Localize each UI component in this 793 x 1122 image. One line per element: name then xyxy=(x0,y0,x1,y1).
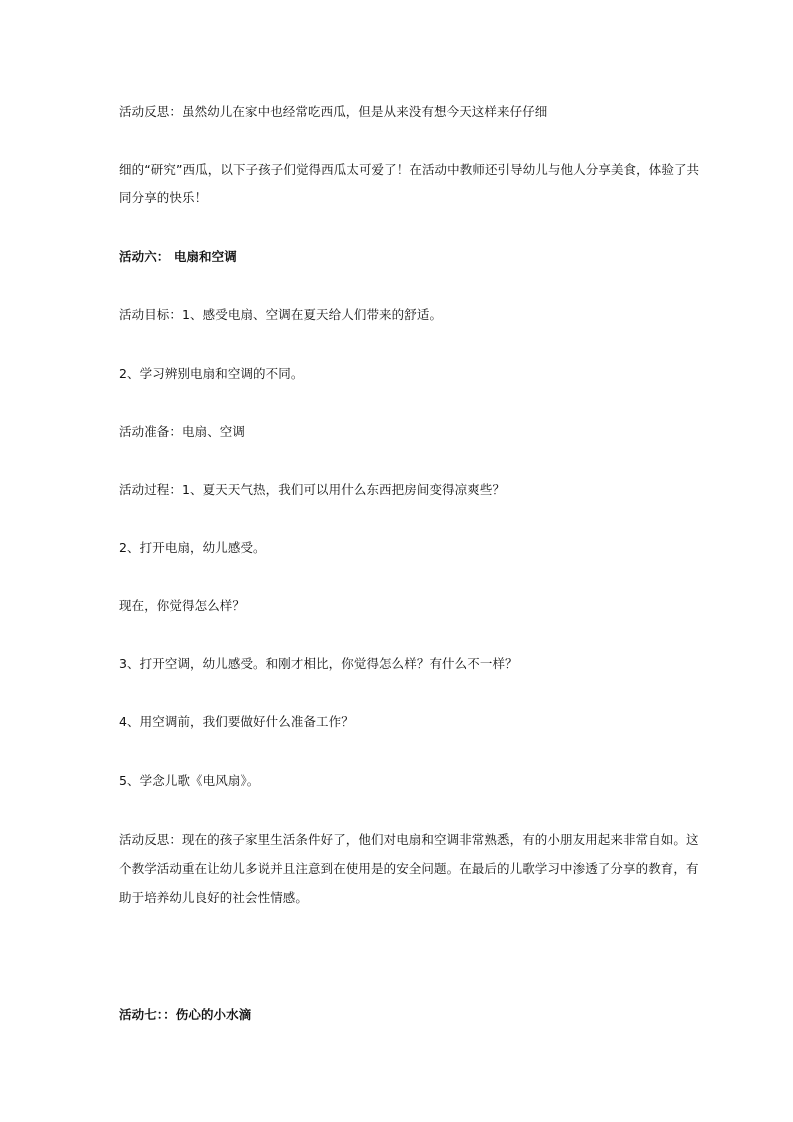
reflection-watermelon-line-2: 细的“研究”西瓜，以下子孩子们觉得西瓜太可爱了！在活动中教师还引导幼儿与他人分享美食，体验了共 xyxy=(119,162,700,177)
reflection-watermelon-line-3: 同分享的快乐！ xyxy=(119,190,208,205)
activity-process-step-1: 活动过程：1、夏天天气热，我们可以用什么东西把房间变得凉爽些？ xyxy=(119,482,506,497)
activity-goal-line-1: 活动目标：1、感受电扇、空调在夏天给人们带来的舒适。 xyxy=(119,307,443,322)
activity-process-step-4: 4、用空调前，我们要做好什么准备工作？ xyxy=(119,714,354,729)
reflection-fan-line-3: 助于培养幼儿良好的社会性情感。 xyxy=(119,890,309,905)
activity-six-heading: 活动六： 电扇和空调 xyxy=(119,249,237,264)
activity-goal-line-2: 2、学习辨别电扇和空调的不同。 xyxy=(119,366,304,381)
reflection-fan-line-1: 活动反思：现在的孩子家里生活条件好了，他们对电扇和空调非常熟悉，有的小朋友用起来非常自如。这 xyxy=(119,832,699,847)
activity-process-step-2: 2、打开电扇，幼儿感受。 xyxy=(119,540,266,555)
reflection-watermelon-line-1: 活动反思：虽然幼儿在家中也经常吃西瓜，但是从来没有想今天这样来仔仔细 xyxy=(119,104,548,119)
activity-process-step-5: 5、学念儿歌《电风扇》。 xyxy=(119,773,260,788)
activity-seven-heading: 活动七：：伤心的小水滴 xyxy=(119,1007,252,1022)
activity-process-question: 现在，你觉得怎么样？ xyxy=(119,598,246,613)
activity-preparation: 活动准备：电扇、空调 xyxy=(119,424,246,439)
reflection-fan-line-2: 个教学活动重在让幼儿多说并且注意到在使用是的安全问题。在最后的儿歌学习中渗透了分享的教育，有 xyxy=(119,861,699,876)
activity-process-step-3: 3、打开空调，幼儿感受。和刚才相比，你觉得怎么样？有什么不一样？ xyxy=(119,656,518,671)
